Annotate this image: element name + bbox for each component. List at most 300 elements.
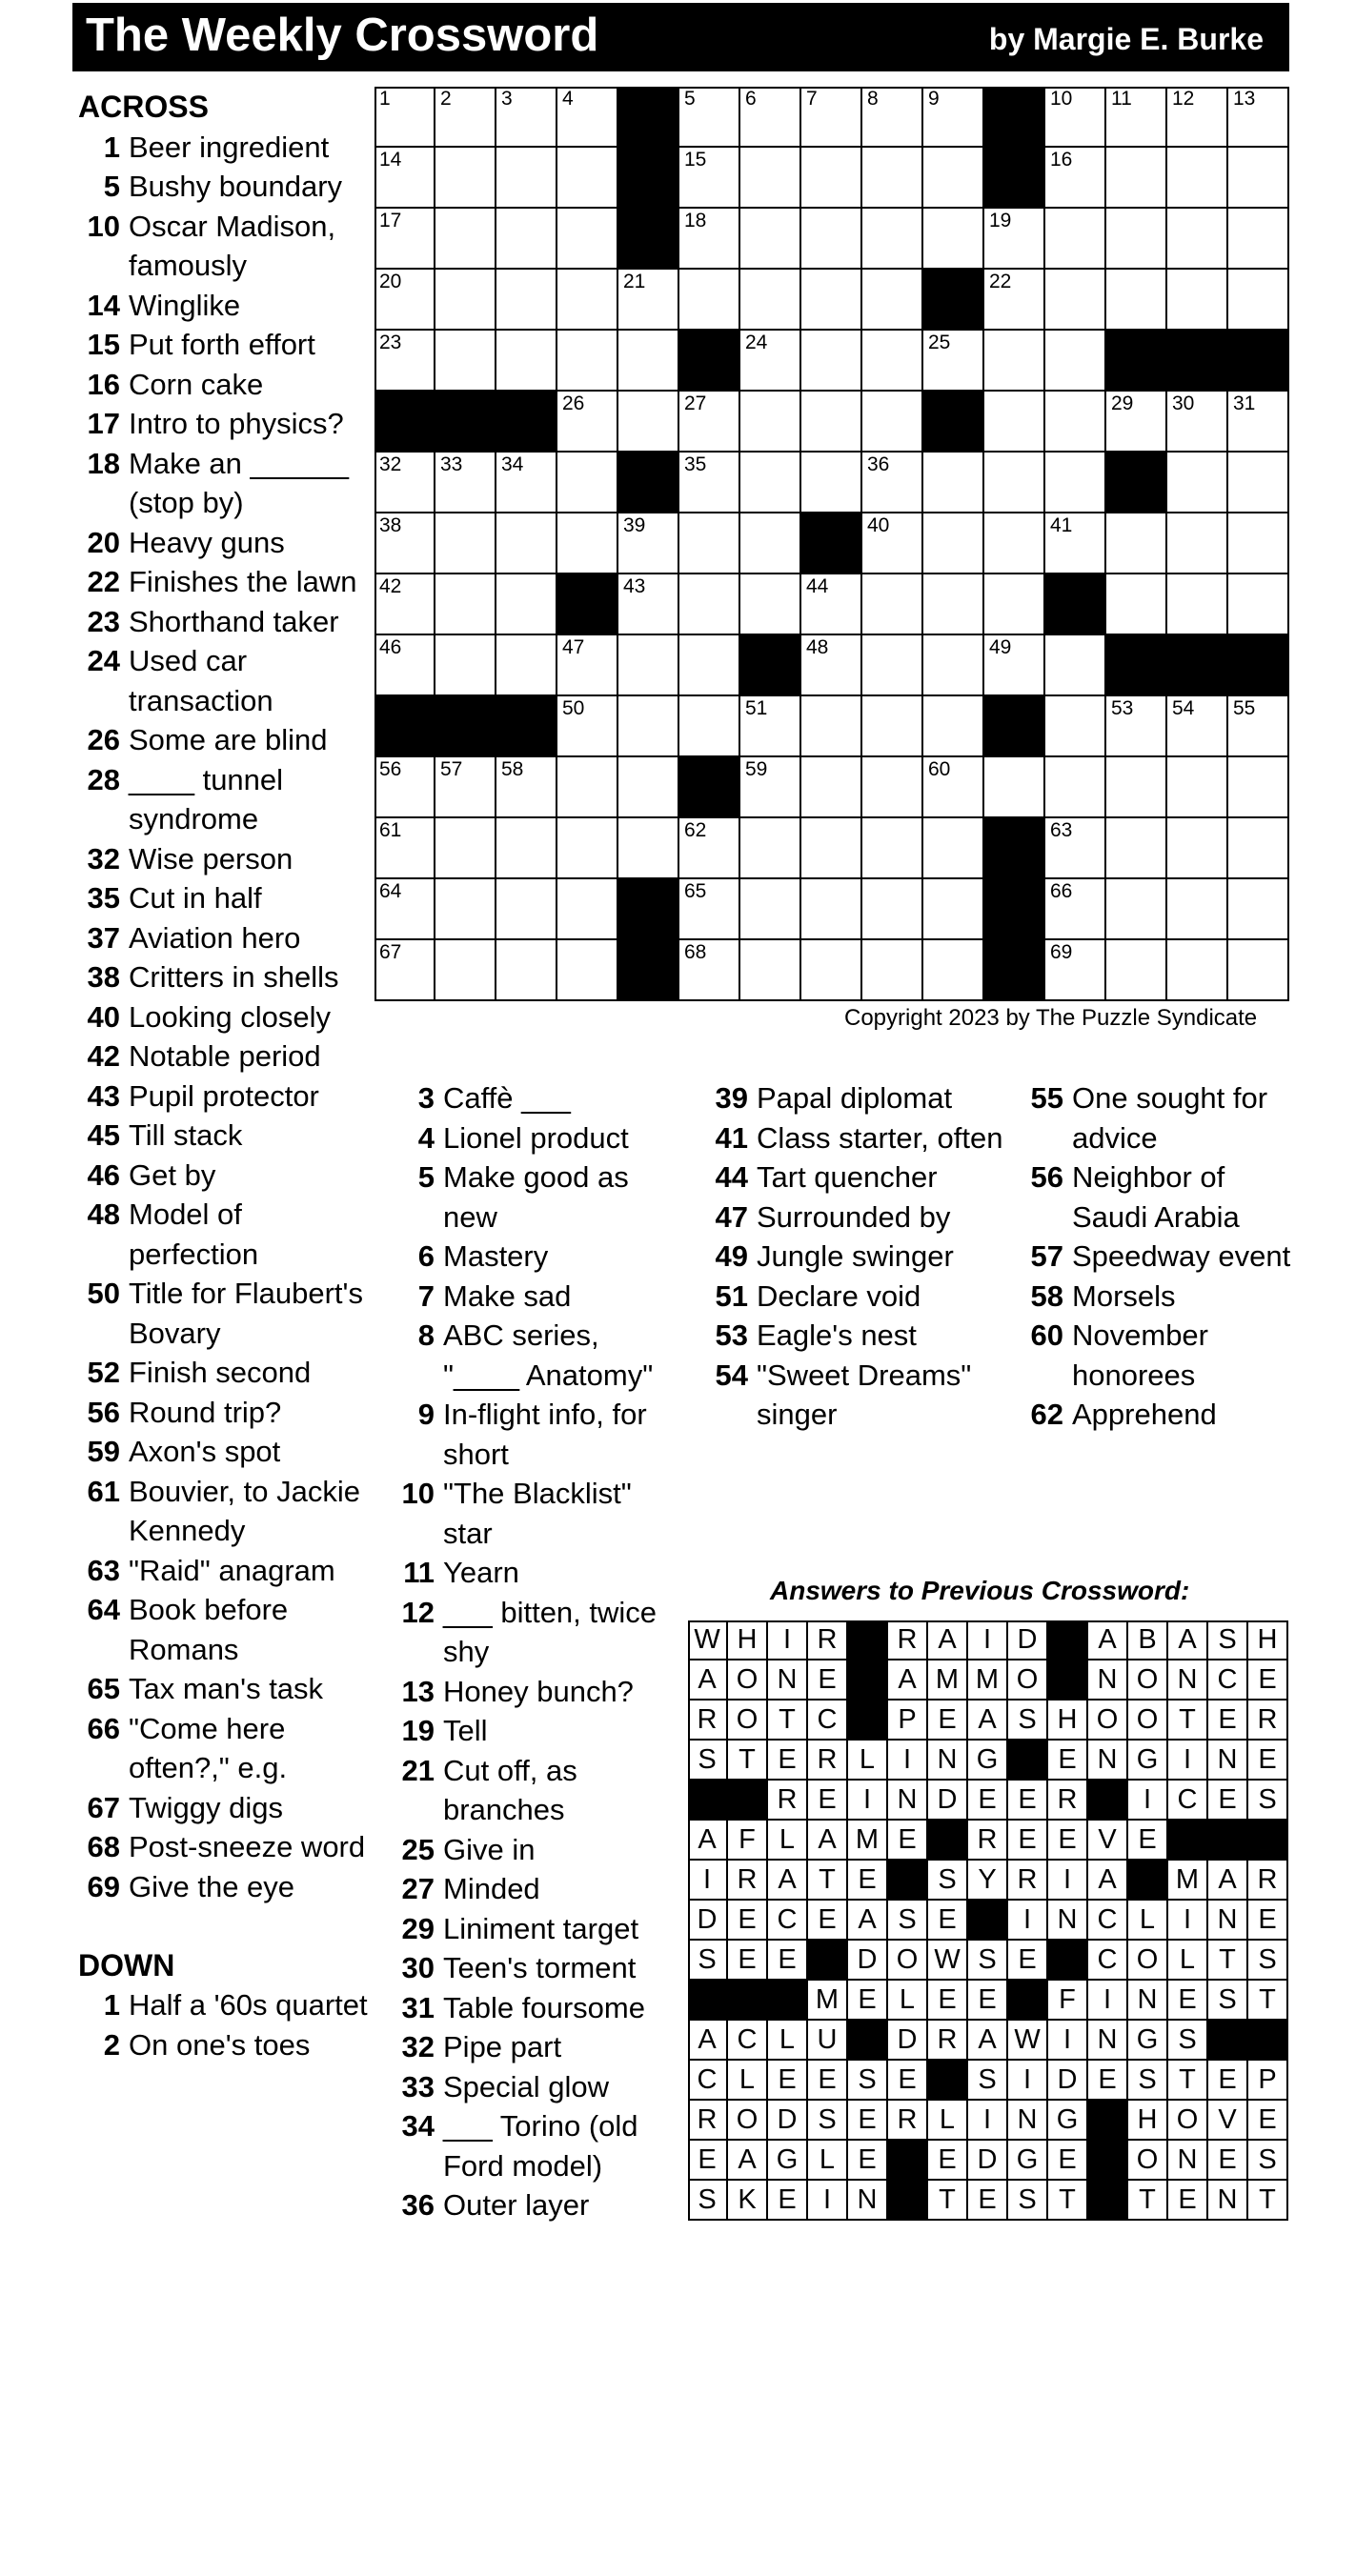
grid-cell[interactable] [862,574,923,635]
grid-cell[interactable] [435,453,496,513]
grid-cell[interactable] [1045,757,1106,818]
grid-cell[interactable] [862,87,923,148]
cell-number: 35 [684,453,707,475]
grid-cell[interactable] [1045,696,1106,757]
grid-cell[interactable] [1106,818,1167,879]
grid-cell[interactable] [740,879,801,940]
grid-cell[interactable] [374,940,435,1001]
answer-block [888,1861,928,1901]
grid-cell[interactable] [1167,453,1228,513]
clue-number: 5 [103,170,120,203]
grid-cell[interactable] [1167,148,1228,209]
answer-letter: S [688,1741,728,1781]
grid-cell[interactable] [1106,940,1167,1001]
grid-cell[interactable] [1228,940,1289,1001]
grid-cell[interactable] [679,392,740,453]
grid-cell[interactable] [1045,879,1106,940]
answer-letter: I [688,1861,728,1901]
grid-cell[interactable] [1045,940,1106,1001]
grid-cell[interactable] [801,453,862,513]
clue-number: 63 [87,1553,120,1587]
grid-cell[interactable] [1228,696,1289,757]
cell-number: 9 [928,88,940,110]
clue-text: Till stack [129,1118,243,1152]
grid-cell[interactable] [923,757,984,818]
grid-block [374,392,435,453]
cell-number: 16 [1050,149,1073,171]
grid-cell[interactable] [374,757,435,818]
grid-cell[interactable] [496,331,557,392]
grid-cell[interactable] [435,818,496,879]
clue-text: Book before Romans [129,1593,289,1666]
grid-cell[interactable] [740,513,801,574]
answer-letter: S [688,2181,728,2221]
grid-cell[interactable] [740,574,801,635]
grid-cell[interactable] [679,270,740,331]
grid-cell[interactable] [1106,87,1167,148]
clue-number: 13 [401,1674,435,1708]
grid-cell[interactable] [740,818,801,879]
grid-cell[interactable] [1228,574,1289,635]
grid-cell[interactable] [374,635,435,696]
grid-cell[interactable] [862,392,923,453]
clue-number: 20 [87,525,120,559]
grid-cell[interactable] [557,270,618,331]
grid-cell[interactable] [801,270,862,331]
cell-number: 66 [1050,880,1073,902]
grid-cell[interactable] [618,635,679,696]
grid-cell[interactable] [435,635,496,696]
answer-letter: A [688,2021,728,2061]
across-clue [78,720,369,760]
grid-cell[interactable] [862,513,923,574]
down-clue [393,1672,678,1712]
grid-cell[interactable] [862,270,923,331]
answer-letter: A [1208,1861,1248,1901]
cell-number: 63 [1050,819,1073,841]
clue-number: 59 [87,1435,120,1468]
grid-cell[interactable] [1106,513,1167,574]
grid-cell[interactable] [923,574,984,635]
answer-letter: L [728,2061,768,2101]
grid-cell[interactable] [435,331,496,392]
answer-letter: E [1088,2061,1128,2101]
across-clue [78,1036,369,1077]
grid-cell[interactable] [1167,940,1228,1001]
answer-letter: I [808,2181,848,2221]
grid-cell[interactable] [679,635,740,696]
grid-cell[interactable] [618,392,679,453]
answer-letter: I [1168,1901,1208,1941]
grid-cell[interactable] [801,331,862,392]
grid-cell[interactable] [374,331,435,392]
grid-cell[interactable] [984,635,1045,696]
down-clue [393,2106,678,2185]
answer-block [968,1901,1008,1941]
grid-cell[interactable] [984,270,1045,331]
answer-letter: H [1048,1701,1088,1741]
grid-cell[interactable] [740,331,801,392]
grid-cell[interactable] [801,635,862,696]
clue-number: 10 [87,209,120,243]
grid-cell[interactable] [923,879,984,940]
answer-letter: K [728,2181,768,2221]
grid-cell[interactable] [1167,209,1228,270]
grid-cell[interactable] [1045,331,1106,392]
grid-cell[interactable] [984,209,1045,270]
grid-cell[interactable] [618,574,679,635]
grid-cell[interactable] [740,696,801,757]
grid-cell[interactable] [679,879,740,940]
grid-cell[interactable] [1167,513,1228,574]
grid-cell[interactable] [862,696,923,757]
grid-cell[interactable] [923,513,984,574]
grid-cell[interactable] [435,87,496,148]
grid-cell[interactable] [435,879,496,940]
grid-cell[interactable] [618,270,679,331]
down-clue [393,2067,678,2107]
grid-cell[interactable] [435,270,496,331]
grid-cell[interactable] [923,818,984,879]
grid-cell[interactable] [1106,209,1167,270]
clue-text: Finish second [129,1356,312,1389]
grid-cell[interactable] [923,209,984,270]
grid-cell[interactable] [1045,392,1106,453]
grid-cell[interactable] [1106,696,1167,757]
grid-cell[interactable] [1106,392,1167,453]
grid-cell[interactable] [557,209,618,270]
grid-cell[interactable] [740,148,801,209]
grid-cell[interactable] [435,757,496,818]
grid-cell[interactable] [801,940,862,1001]
answer-letter: C [1088,1901,1128,1941]
grid-cell[interactable] [618,696,679,757]
grid-cell[interactable] [679,940,740,1001]
answer-letter: W [688,1620,728,1660]
grid-cell[interactable] [374,209,435,270]
clue-text: Finishes the lawn [129,565,357,598]
grid-cell[interactable] [435,574,496,635]
grid-cell[interactable] [618,513,679,574]
clue-text: Surrounded by [757,1199,951,1234]
answer-letter: T [728,1741,768,1781]
grid-cell[interactable] [679,87,740,148]
grid-cell[interactable] [984,453,1045,513]
cell-number: 3 [501,88,513,110]
down-clue [393,1277,678,1317]
clue-text: Papal diplomat [757,1081,953,1115]
grid-cell[interactable] [740,209,801,270]
grid-cell[interactable] [801,818,862,879]
cell-number: 20 [379,271,402,292]
grid-cell[interactable] [496,453,557,513]
grid-cell[interactable] [679,209,740,270]
grid-cell[interactable] [1106,574,1167,635]
grid-cell[interactable] [801,696,862,757]
grid-cell[interactable] [801,148,862,209]
down-clue [709,1356,1004,1435]
grid-cell[interactable] [557,513,618,574]
grid-cell[interactable] [862,940,923,1001]
answer-letter: S [968,1941,1008,1981]
grid-cell[interactable] [1106,757,1167,818]
grid-cell[interactable] [923,87,984,148]
answer-letter: S [1128,2061,1168,2101]
grid-cell[interactable] [1045,87,1106,148]
answer-letter: C [1088,1941,1128,1981]
grid-cell[interactable] [740,453,801,513]
copyright-notice: Copyright 2023 by The Puzzle Syndicate [844,1005,1258,1031]
grid-cell[interactable] [923,635,984,696]
clue-text: Twiggy digs [129,1790,283,1824]
grid-cell[interactable] [496,574,557,635]
grid-cell[interactable] [679,148,740,209]
cell-number: 21 [623,271,646,292]
grid-cell[interactable] [1228,818,1289,879]
grid-cell[interactable] [374,453,435,513]
grid-cell[interactable] [557,818,618,879]
grid-cell[interactable] [679,574,740,635]
grid-cell[interactable] [1228,513,1289,574]
grid-cell[interactable] [679,696,740,757]
grid-cell[interactable] [435,513,496,574]
grid-cell[interactable] [1167,879,1228,940]
across-clue [78,1116,369,1156]
grid-cell[interactable] [496,148,557,209]
down-clue [393,1078,678,1118]
answer-letter: E [688,2141,728,2181]
cell-number: 65 [684,880,707,902]
grid-cell[interactable] [862,757,923,818]
answer-letter: S [848,2061,888,2101]
answer-letter: L [768,2021,808,2061]
grid-cell[interactable] [923,940,984,1001]
answer-letter: E [768,1741,808,1781]
grid-block [496,392,557,453]
grid-cell[interactable] [557,696,618,757]
grid-cell[interactable] [1228,757,1289,818]
down-clue [709,1197,1004,1238]
grid-cell[interactable] [374,270,435,331]
answer-letter: O [1128,1941,1168,1981]
grid-cell[interactable] [1167,818,1228,879]
grid-cell[interactable] [496,879,557,940]
answer-letter: C [688,2061,728,2101]
answer-letter: E [1048,1741,1088,1781]
grid-cell[interactable] [1045,513,1106,574]
grid-cell[interactable] [618,818,679,879]
grid-cell[interactable] [435,940,496,1001]
answer-letter: R [808,1620,848,1660]
cell-number: 17 [379,210,402,231]
grid-cell[interactable] [801,574,862,635]
grid-cell[interactable] [1106,879,1167,940]
cell-number: 55 [1233,697,1256,719]
grid-cell[interactable] [740,757,801,818]
across-clue [78,444,369,523]
answer-letter: A [968,2021,1008,2061]
grid-cell[interactable] [374,879,435,940]
answer-letter: O [1168,2101,1208,2141]
across-clue [78,602,369,642]
grid-cell[interactable] [862,635,923,696]
grid-cell[interactable] [496,635,557,696]
grid-cell[interactable] [984,513,1045,574]
grid-cell[interactable] [435,148,496,209]
answer-block [1008,1741,1048,1781]
grid-cell[interactable] [923,696,984,757]
grid-cell[interactable] [801,209,862,270]
clue-text: Tax man's task [129,1672,324,1705]
grid-block [801,513,862,574]
grid-cell[interactable] [618,331,679,392]
clue-text: In-flight info, for short [443,1398,647,1471]
answer-letter: E [768,2181,808,2221]
grid-cell[interactable] [557,757,618,818]
grid-cell[interactable] [1167,392,1228,453]
grid-cell[interactable] [801,87,862,148]
grid-cell[interactable] [862,879,923,940]
grid-cell[interactable] [862,818,923,879]
grid-cell[interactable] [801,392,862,453]
grid-cell[interactable] [557,940,618,1001]
answer-letter: R [968,1821,1008,1861]
across-clue [78,878,369,918]
answer-block [1248,2021,1288,2061]
down-clue [393,1988,678,2028]
answer-block [1088,2101,1128,2141]
clue-text: Tell [443,1714,488,1747]
grid-cell[interactable] [1045,148,1106,209]
grid-cell[interactable] [862,209,923,270]
grid-cell[interactable] [1228,209,1289,270]
grid-cell[interactable] [496,270,557,331]
crossword-grid[interactable] [374,87,1289,1001]
answer-letter: D [768,2101,808,2141]
grid-cell[interactable] [679,453,740,513]
grid-cell[interactable] [374,513,435,574]
grid-cell[interactable] [740,392,801,453]
grid-cell[interactable] [374,818,435,879]
grid-cell[interactable] [862,148,923,209]
grid-cell[interactable] [557,879,618,940]
grid-cell[interactable] [557,453,618,513]
grid-cell[interactable] [1228,392,1289,453]
grid-cell[interactable] [496,757,557,818]
grid-cell[interactable] [1228,453,1289,513]
answer-block [808,1941,848,1981]
clue-text: Jungle swinger [757,1239,954,1273]
grid-cell[interactable] [1228,879,1289,940]
grid-cell[interactable] [618,757,679,818]
grid-cell[interactable] [862,331,923,392]
answer-letter: R [768,1781,808,1821]
clue-text: Winglike [129,288,241,322]
grid-cell[interactable] [557,148,618,209]
grid-cell[interactable] [923,148,984,209]
answer-letter: N [1008,2101,1048,2141]
answer-letter: N [1088,2021,1128,2061]
clue-number: 39 [715,1081,748,1115]
grid-cell[interactable] [801,757,862,818]
grid-cell[interactable] [374,148,435,209]
grid-cell[interactable] [1045,453,1106,513]
grid-cell[interactable] [1045,635,1106,696]
across-clue [78,1274,369,1353]
grid-cell[interactable] [1045,209,1106,270]
across-clue [78,1709,369,1788]
grid-cell[interactable] [496,513,557,574]
grid-cell[interactable] [801,879,862,940]
grid-cell[interactable] [984,392,1045,453]
grid-cell[interactable] [740,87,801,148]
grid-cell[interactable] [1228,148,1289,209]
grid-cell[interactable] [984,757,1045,818]
cell-number: 8 [867,88,879,110]
answer-letter: P [888,1701,928,1741]
grid-cell[interactable] [1167,87,1228,148]
clue-text: Mastery [443,1239,549,1273]
grid-cell[interactable] [496,87,557,148]
answer-letter: O [728,2101,768,2141]
answer-letter: L [848,1741,888,1781]
grid-cell[interactable] [1167,270,1228,331]
grid-cell[interactable] [679,818,740,879]
grid-cell[interactable] [740,940,801,1001]
grid-cell[interactable] [923,331,984,392]
grid-cell[interactable] [679,513,740,574]
answer-letter: E [928,1701,968,1741]
grid-cell[interactable] [435,209,496,270]
across-clue [78,1156,369,1196]
grid-cell[interactable] [984,331,1045,392]
previous-answers-grid [688,1620,1288,2221]
grid-cell[interactable] [557,635,618,696]
clue-text: Shorthand taker [129,604,339,638]
grid-cell[interactable] [1228,270,1289,331]
grid-cell[interactable] [984,574,1045,635]
grid-cell[interactable] [862,453,923,513]
grid-block [374,696,435,757]
answer-letter: L [1168,1941,1208,1981]
answer-letter: T [808,1861,848,1901]
grid-cell[interactable] [374,574,435,635]
answer-letter: V [1208,2101,1248,2141]
grid-cell[interactable] [1045,270,1106,331]
clue-number: 17 [87,407,120,440]
clue-number: 4 [417,1120,435,1155]
grid-cell[interactable] [374,87,435,148]
grid-cell[interactable] [496,818,557,879]
grid-cell[interactable] [1106,148,1167,209]
grid-cell[interactable] [1106,270,1167,331]
grid-cell[interactable] [557,392,618,453]
grid-cell[interactable] [740,270,801,331]
grid-cell[interactable] [496,940,557,1001]
grid-cell[interactable] [557,331,618,392]
grid-cell[interactable] [1167,574,1228,635]
grid-cell[interactable] [923,453,984,513]
grid-cell[interactable] [1167,696,1228,757]
grid-cell[interactable] [557,87,618,148]
grid-cell[interactable] [496,209,557,270]
grid-cell[interactable] [1167,757,1228,818]
grid-cell[interactable] [1228,87,1289,148]
answer-letter: O [888,1941,928,1981]
grid-cell[interactable] [1045,818,1106,879]
grid-block [984,696,1045,757]
grid-block [1228,331,1289,392]
